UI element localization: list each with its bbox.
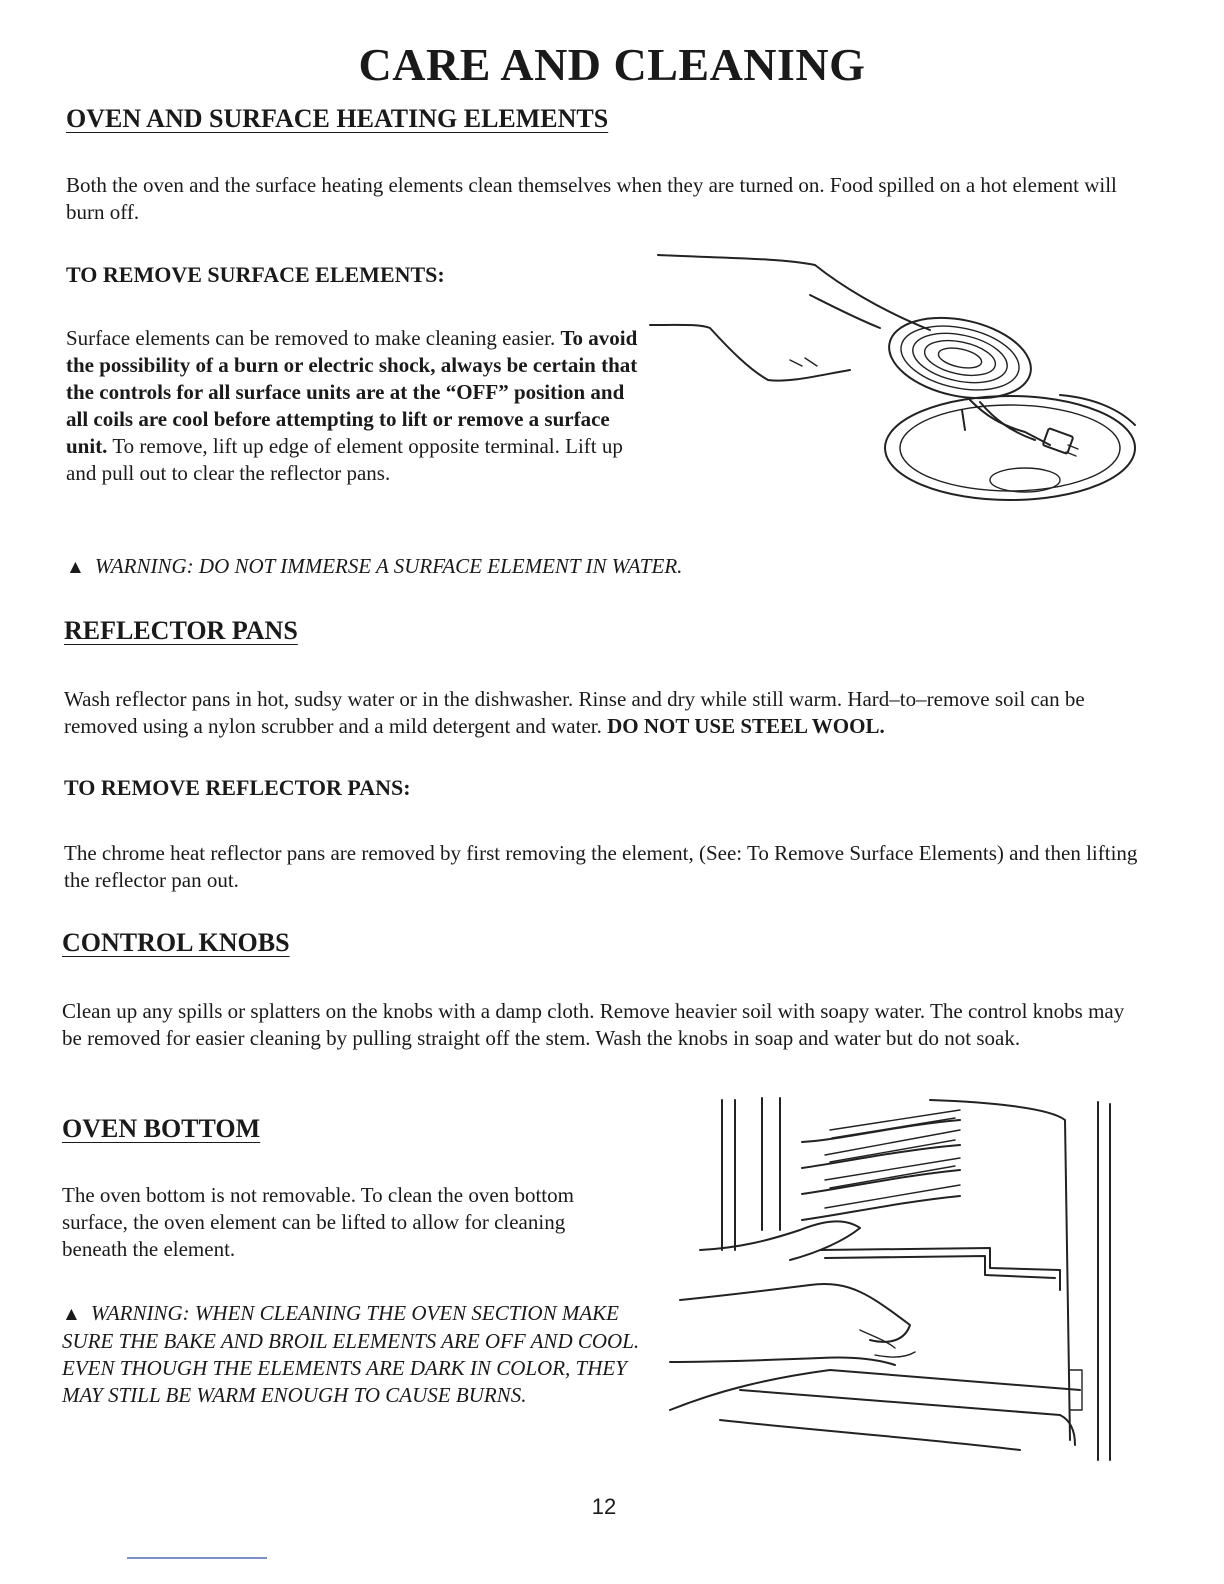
remove-reflector-pans-heading: TO REMOVE REFLECTOR PANS: — [64, 775, 411, 800]
section-heading-heating-elements: OVEN AND SURFACE HEATING ELEMENTS — [66, 104, 609, 133]
remove-surface-elements-intro-text: Surface elements can be removed to make cleaning easier. — [66, 326, 556, 350]
remove-surface-elements-body — [66, 325, 641, 487]
oven-bottom-cleaning-illustration — [660, 1090, 1120, 1470]
section-heading-control-knobs: CONTROL KNOBS — [62, 928, 290, 957]
section-heading-reflector-pans: REFLECTOR PANS — [64, 616, 298, 645]
remove-reflector-pans-body: The chrome heat reflector pans are removed by first removing the element, (See: To Remove Surface Elements) and then lifting the reflector pan out. — [64, 841, 1138, 892]
page-number: 12 — [591, 1494, 617, 1519]
section-heading-oven-bottom: OVEN BOTTOM — [62, 1114, 261, 1143]
surface-element-water-warning — [66, 553, 682, 581]
control-knobs-body: Clean up any spills or splatters on the knobs with a damp cloth. Remove heavier soil with soapy water. The control knobs may be removed for easier cleaning by pulling straight off the stem. Wash the knobs in soap and water but do not soak. — [62, 999, 1125, 1050]
scan-edge-line — [127, 1557, 267, 1559]
oven-section-warning-text: WARNING: WHEN CLEANING THE OVEN SECTION MAKE SURE THE BAKE AND BROIL ELEMENTS ARE OFF AND COOL. EVEN THOUGH THE ELEMENTS ARE DARK IN COLOR, THEY MAY STILL BE WARM ENOUGH TO CAUSE BURNS. — [62, 1301, 640, 1407]
remove-instructions-text: To remove, lift up edge of element opposite terminal. Lift up and pull out to clear the reflector pans. — [66, 434, 623, 485]
page-title: CARE AND CLEANING — [358, 39, 866, 90]
oven-bottom-body: The oven bottom is not removable. To clean the oven bottom surface, the oven element can be lifted to allow for cleaning beneath the element. — [62, 1183, 574, 1261]
warning-triangle-icon: ▲ — [62, 1304, 81, 1325]
oven-section-warning — [62, 1300, 652, 1409]
reflector-pans-wash-text: Wash reflector pans in hot, sudsy water or in the dishwasher. Rinse and dry while still warm. Hard–to–remove soil can be removed using a nylon scrubber and a mild detergent and water. — [64, 687, 1085, 738]
warning-triangle-icon: ▲ — [66, 557, 85, 578]
surface-element-removal-illustration — [640, 240, 1150, 520]
burn-shock-caution-text: To avoid the possibility of a burn or electric shock, always be certain that the controls for all surface units are at the “OFF” position and all coils are cool before attempting to lift or remove a surface unit. — [66, 326, 638, 458]
no-steel-wool-text: DO NOT USE STEEL WOOL. — [607, 714, 885, 738]
surface-element-water-warning-text: WARNING: DO NOT IMMERSE A SURFACE ELEMENT IN WATER. — [94, 554, 683, 578]
heating-elements-intro: Both the oven and the surface heating elements clean themselves when they are turned on. Food spilled on a hot element will burn off. — [66, 173, 1117, 224]
reflector-pans-body — [64, 686, 1146, 740]
remove-surface-elements-heading: TO REMOVE SURFACE ELEMENTS: — [66, 262, 445, 287]
